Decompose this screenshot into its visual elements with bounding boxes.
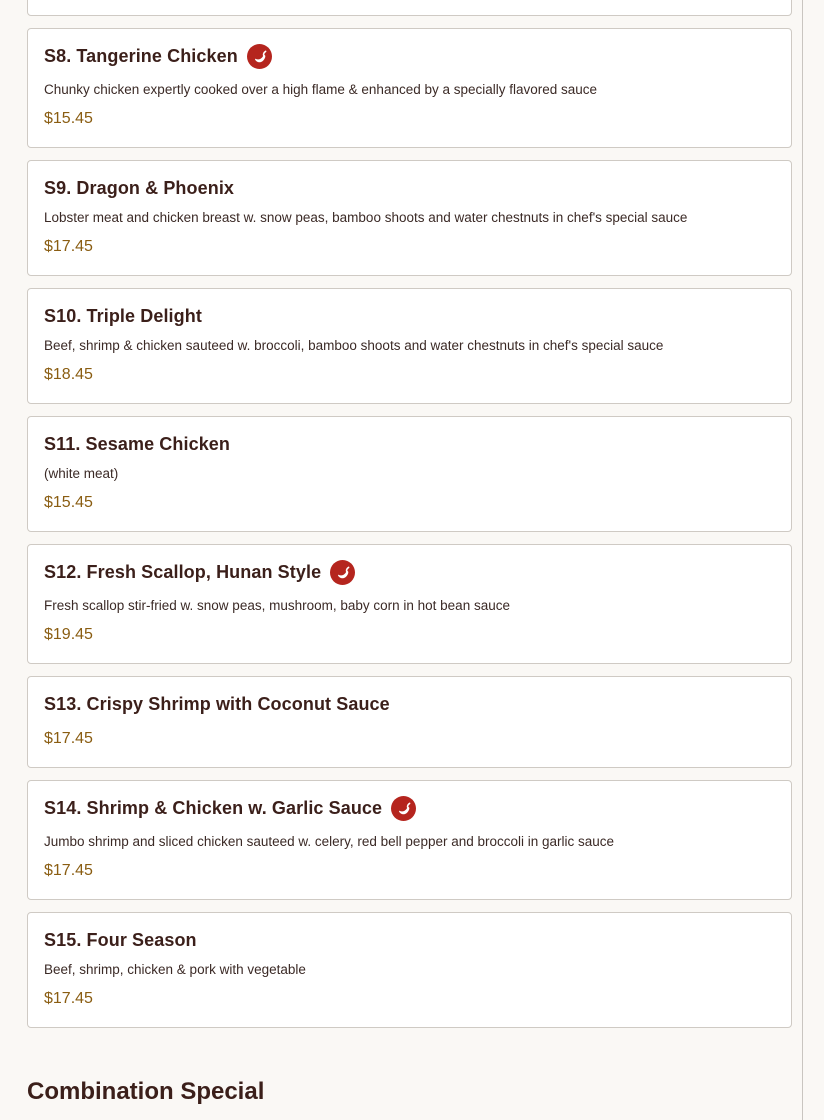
menu-item-card-partial[interactable]	[27, 0, 792, 16]
menu-item-title: S15. Four Season	[44, 929, 197, 950]
menu-item-title: S13. Crispy Shrimp with Coconut Sauce	[44, 693, 390, 714]
menu-item-price: $17.45	[44, 238, 93, 255]
menu-item-title: S14. Shrimp & Chicken w. Garlic Sauce	[44, 797, 383, 818]
menu-item-card[interactable]	[27, 780, 792, 900]
chili-pepper-icon	[330, 560, 355, 585]
section-title-combination-special: Combination Special	[27, 1078, 265, 1105]
menu-item-title-row	[44, 43, 775, 69]
chili-pepper-icon	[247, 44, 272, 69]
menu-item-title: S8. Tangerine Chicken	[44, 45, 238, 66]
menu-item-price: $17.45	[44, 730, 93, 747]
menu-item-card[interactable]	[27, 544, 792, 664]
menu-item-title-row	[44, 795, 775, 821]
menu-item-price: $19.45	[44, 626, 93, 643]
menu-item-card[interactable]	[27, 912, 792, 1028]
menu-item-price: $18.45	[44, 366, 93, 383]
scrollbar-track[interactable]	[802, 0, 803, 1120]
menu-item-card[interactable]	[27, 416, 792, 532]
menu-item-title: S9. Dragon & Phoenix	[44, 177, 235, 198]
menu-item-title: S12. Fresh Scallop, Hunan Style	[44, 561, 322, 582]
menu-item-description: (white meat)	[44, 466, 119, 481]
menu-item-description: Fresh scallop stir-fried w. snow peas, mushroom, baby corn in hot bean sauce	[44, 598, 510, 613]
menu-item-price: $15.45	[44, 494, 93, 511]
menu-item-title: S10. Triple Delight	[44, 305, 202, 326]
menu-item-title-row	[44, 303, 775, 329]
menu-item-title-row	[44, 559, 775, 585]
menu-item-title: S11. Sesame Chicken	[44, 433, 231, 454]
chili-pepper-icon	[391, 796, 416, 821]
menu-item-description: Chunky chicken expertly cooked over a high flame & enhanced by a specially flavored sauce	[44, 82, 598, 97]
menu-item-list	[27, 0, 792, 1040]
menu-item-price: $17.45	[44, 990, 93, 1007]
menu-item-card[interactable]	[27, 160, 792, 276]
menu-item-description: Lobster meat and chicken breast w. snow peas, bamboo shoots and water chestnuts in chef's special sauce	[44, 210, 688, 225]
menu-item-card[interactable]	[27, 676, 792, 768]
menu-item-card[interactable]	[27, 288, 792, 404]
chili-pepper-icon	[391, 796, 416, 821]
menu-item-title-row	[44, 175, 775, 201]
menu-item-description: Beef, shrimp, chicken & pork with vegetable	[44, 962, 306, 977]
menu-item-price: $17.45	[44, 862, 93, 879]
chili-pepper-icon	[247, 44, 272, 69]
chili-pepper-icon	[330, 560, 355, 585]
menu-item-title-row	[44, 691, 775, 717]
menu-item-card[interactable]	[27, 28, 792, 148]
menu-item-description: Beef, shrimp & chicken sauteed w. broccoli, bamboo shoots and water chestnuts in chef's special sauce	[44, 338, 664, 353]
menu-item-price: $15.45	[44, 110, 93, 127]
menu-item-description: Jumbo shrimp and sliced chicken sauteed w. celery, red bell pepper and broccoli in garlic sauce	[44, 834, 615, 849]
menu-item-title-row	[44, 927, 775, 953]
menu-item-title-row	[44, 431, 775, 457]
